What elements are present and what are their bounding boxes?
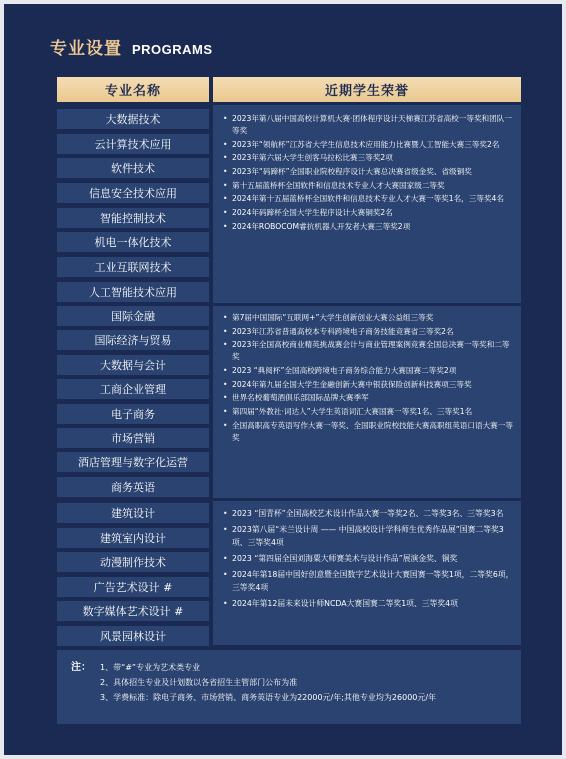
notes-panel [57, 650, 521, 724]
major-item: 大数据与会计 [57, 355, 209, 375]
award-item: • 第十五届蓝桥杯全国软件和信息技术专业人才大赛国家级二等奖 [223, 180, 515, 192]
major-item: 动漫制作技术 [57, 552, 209, 572]
major-item: 人工智能技术应用 [57, 282, 209, 302]
award-item: • 2024年第九届全国大学生金融创新大赛中银获保险创新科技赛项三等奖 [223, 379, 515, 391]
title-cn: 专业设置 [50, 39, 122, 59]
page-title [50, 34, 213, 59]
major-list-group-3 [57, 503, 209, 650]
major-item: 数字媒体艺术设计 # [57, 601, 209, 621]
major-item: 信息安全技术应用 [57, 183, 209, 203]
award-item: • 2024年ROBOCOM睿抗机器人开发者大赛三等奖2项 [223, 221, 515, 233]
major-item: 国际金融 [57, 306, 209, 326]
award-item: • 2023年“领航杯”江苏省大学生信息技术应用能力比赛暨人工智能大赛三等奖2名 [223, 139, 515, 151]
major-list-group-2 [57, 306, 209, 501]
note-item: 1、带“#”专业为艺术类专业 [100, 663, 201, 672]
major-item: 国际经济与贸易 [57, 330, 209, 350]
awards-panel-group-1 [213, 105, 521, 303]
major-column-header: 专业名称 [57, 77, 209, 102]
programs-page [4, 4, 562, 755]
notes-label: 注： [71, 662, 91, 673]
award-item: • 2024年码蹄杯全国大学生程序设计大赛铜奖2名 [223, 207, 515, 219]
award-item: • 2024年第十五届蓝桥杯全国软件和信息技术专业人才大赛一等奖1名，三等奖4名 [223, 193, 515, 205]
awards-panel-group-2 [213, 306, 521, 498]
major-item: 工商企业管理 [57, 379, 209, 399]
award-item: • 2024年第12届未来设计师NCDA大赛国赛二等奖1项、三等奖4项 [223, 597, 515, 610]
award-item: • 2023 “国青杯”全国高校艺术设计作品大赛一等奖2名、二等奖3名、三等奖3名 [223, 507, 515, 520]
awards-column-header: 近期学生荣誉 [213, 77, 521, 102]
major-item: 软件技术 [57, 158, 209, 178]
awards-panel-group-3 [213, 501, 521, 645]
major-item: 酒店管理与数字化运营 [57, 452, 209, 472]
major-item: 广告艺术设计 # [57, 577, 209, 597]
major-item: 机电一体化技术 [57, 232, 209, 252]
award-item: • 2023年全国高校商业精英挑战赛会计与商业管理案例竞赛全国总决赛一等奖和二等奖 [223, 339, 515, 363]
major-item: 风景园林设计 [57, 626, 209, 646]
award-item: • 第四届“外教社·词达人”大学生英语词汇大赛国赛一等奖1名、三等奖1名 [223, 406, 515, 418]
major-item: 智能控制技术 [57, 208, 209, 228]
award-item: • 第7届中国国际“互联网+”大学生创新创业大赛公益组三等奖 [223, 312, 515, 324]
award-item: • 2023第八届“米兰设计周 —— 中国高校设计学科师生优秀作品展”国赛二等奖3项、三等奖4项 [223, 523, 515, 550]
award-item: • 2023 “典阅杯”全国高校跨境电子商务综合能力大赛国赛二等奖2项 [223, 365, 515, 377]
major-item: 市场营销 [57, 428, 209, 448]
award-item: • 全国高职高专英语写作大赛一等奖、全国职业院校技能大赛高职组英语口语大赛一等奖 [223, 420, 515, 444]
major-item: 建筑设计 [57, 503, 209, 523]
award-item: • 2024年第18届中国好创意暨全国数字艺术设计大赛国赛一等奖1项，二等奖6项，三等奖4项 [223, 568, 515, 595]
award-item: • 2023年“码蹄杯”全国职业院校程序设计大赛总决赛省级金奖、省级铜奖 [223, 166, 515, 178]
major-list-group-1 [57, 109, 209, 307]
major-item: 建筑室内设计 [57, 528, 209, 548]
major-item: 大数据技术 [57, 109, 209, 129]
major-item: 工业互联网技术 [57, 257, 209, 277]
award-item: • 2023年第八届中国高校计算机大赛·团体程序设计天梯赛江苏省高校一等奖和团队一等奖 [223, 113, 515, 137]
title-en: PROGRAMS [132, 42, 213, 57]
note-item: 3、学费标准：除电子商务、市场营销、商务英语专业为22000元/年;其他专业均为26000元/年 [100, 693, 437, 702]
major-item: 商务英语 [57, 477, 209, 497]
award-item: • 2023 “第四届全国刘海粟大师赛美术与设计作品”展演金奖、铜奖 [223, 552, 515, 565]
award-item: • 2023年第六届大学生创客马拉松比赛三等奖2项 [223, 152, 515, 164]
major-item: 电子商务 [57, 404, 209, 424]
award-item: • 世界名校葡萄酒俱乐部国际品牌大赛季军 [223, 392, 515, 404]
award-item: • 2023年江苏省普通高校本专科跨境电子商务技能竞赛省三等奖2名 [223, 326, 515, 338]
major-item: 云计算技术应用 [57, 134, 209, 154]
note-item: 2、具体招生专业及计划数以各省招生主管部门公布为准 [100, 678, 298, 687]
